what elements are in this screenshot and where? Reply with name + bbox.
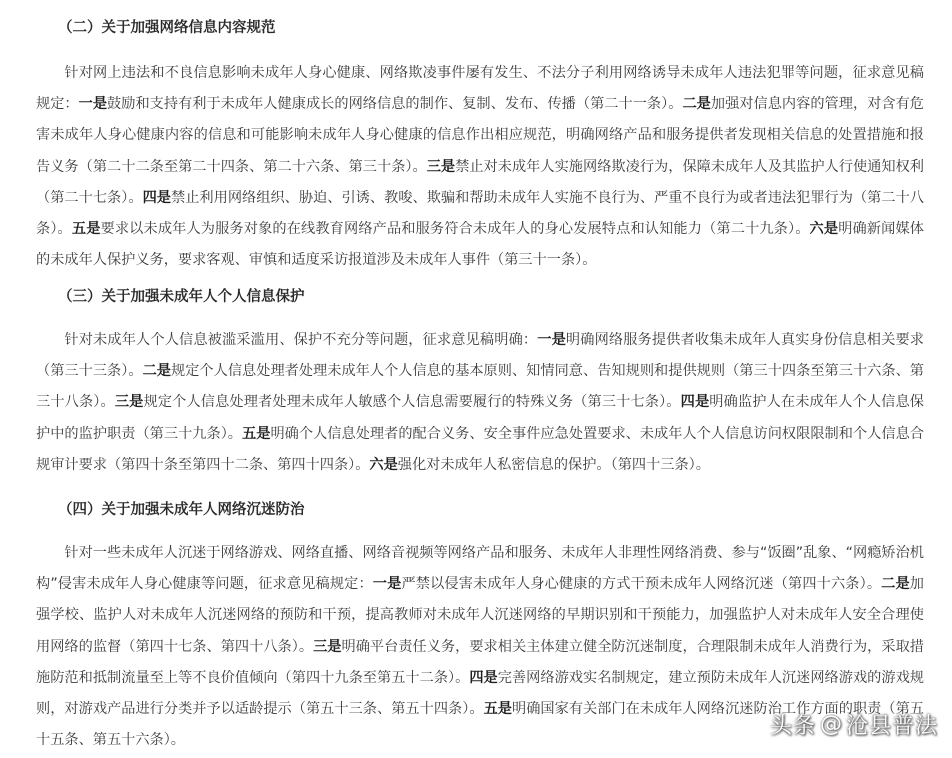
section-heading: （二）关于加强网络信息内容规范 bbox=[58, 20, 276, 36]
item-marker: 五是 bbox=[483, 701, 512, 718]
paragraph-text: 规定个人信息处理者处理未成年人敏感个人信息需要履行的特殊义务（第三十七条）。 bbox=[143, 394, 681, 411]
paragraph-text: 禁止对未成年人实施网络欺凌行为，保障未成年人及其监护人行使通知权利（第二十七条）。 bbox=[36, 158, 924, 206]
watermark-account: 沧县普法 bbox=[845, 713, 938, 739]
item-marker: 六是 bbox=[809, 221, 839, 238]
item-marker: 三是 bbox=[114, 394, 144, 411]
paragraph-text: 规定个人信息处理者处理未成年人个人信息的基本原则、知情同意、告知规则和提供规则（第三十四条至第三十六条、第三十八条）。 bbox=[36, 363, 924, 411]
item-marker: 五是 bbox=[71, 221, 101, 238]
paragraph-text: 加强学校、监护人对未成年人沉迷网络的预防和干预，提高教师对未成年人沉迷网络的早期识别和干预能力，加强监护人对未成年人安全合理使用网络的监督（第四十七条、第四十八条）。 bbox=[36, 576, 924, 655]
paragraph-text: 针对网上违法和不良信息影响未成年人身心健康、网络欺凌事件屡有发生、不法分子利用网络诱导未成年人违法犯罪等问题，征求意见稿规定： bbox=[36, 65, 924, 113]
item-marker: 四是 bbox=[469, 669, 498, 686]
paragraph-text: 完善网络游戏实名制规定，建立预防未成年人沉迷网络游戏的游戏规则，对游戏产品进行分类并予以适龄提示（第五十三条、第五十四条）。 bbox=[36, 669, 924, 718]
paragraph-text: 明确个人信息处理者的配合义务、安全事件应急处置要求、未成年人个人信息访问权限限制和个人信息合规审计要求（第四十条至第四十二条、第四十四条）。 bbox=[36, 425, 924, 473]
item-marker: 二是 bbox=[881, 576, 910, 593]
paragraph-text: 明确网络服务提供者收集未成年人真实身份信息相关要求（第三十三条）。 bbox=[36, 332, 924, 380]
paragraph-text: 针对一些未成年人沉迷于网络游戏、网络直播、网络音视频等网络产品和服务、未成年人非理性网络消费、参与“饭圈”乱象、“网瘾矫治机构”侵害未成年人身心健康等问题，征求意见稿规定： bbox=[36, 545, 924, 593]
item-marker: 四是 bbox=[142, 189, 171, 206]
paragraph-text: 加强对信息内容的管理，对含有危害未成年人身心健康内容的信息和可能影响未成年人身心健康的信息作出相应规范，明确网络产品和服务提供者发现相关信息的处置措施和报告义务（第二十二条至第二十四条、第二十六条、第三十条）。 bbox=[36, 96, 924, 175]
section-heading: （三）关于加强未成年人个人信息保护 bbox=[58, 289, 305, 305]
item-marker: 一是 bbox=[372, 576, 402, 593]
paragraph-text: 明确监护人在未成年人个人信息保护中的监护职责（第三十九条）。 bbox=[36, 394, 924, 442]
item-marker: 二是 bbox=[142, 363, 171, 380]
item-marker: 六是 bbox=[369, 456, 398, 473]
paragraph-text: 明确新闻媒体的未成年人保护义务，要求客观、审慎和适度采访报道涉及未成年人事件（第三十一条）。 bbox=[36, 221, 924, 269]
paragraph-text: 针对未成年人个人信息被滥采滥用、保护不充分等问题，征求意见稿明确： bbox=[64, 332, 538, 348]
item-marker: 一是 bbox=[78, 96, 108, 113]
item-marker: 一是 bbox=[537, 332, 566, 348]
section-paragraph bbox=[36, 325, 924, 481]
section-paragraph bbox=[36, 58, 924, 276]
paragraph-text: 鼓励和支持有利于未成年人健康成长的网络信息的制作、复制、发布、传播（第二十一条）。 bbox=[107, 96, 683, 113]
watermark-at-sign: @ bbox=[819, 711, 842, 737]
toutiao-watermark bbox=[770, 704, 938, 744]
paragraph-text: 禁止利用网络组织、胁迫、引诱、教唆、欺骗和帮助未成年人实施不良行为、严重不良行为或者违法犯罪行为（第二十八条）。 bbox=[36, 189, 924, 238]
paragraph-text: 强化对未成年人私密信息的保护。（第四十三条）。 bbox=[397, 456, 710, 473]
item-marker: 四是 bbox=[680, 394, 710, 411]
paragraph-text: 要求以未成年人为服务对象的在线教育网络产品和服务符合未成年人的身心发展特点和认知能力（第二十九条）。 bbox=[100, 221, 810, 238]
item-marker: 三是 bbox=[313, 638, 342, 655]
section-heading: （四）关于加强未成年人网络沉迷防治 bbox=[58, 502, 305, 518]
paragraph-text: 明确平台责任义务，要求相关主体建立健全防沉迷制度，合理限制未成年人消费行为，采取措施防范和抵制流量至上等不良价值倾向（第四十九条至第五十二条）。 bbox=[36, 638, 924, 686]
item-marker: 二是 bbox=[682, 96, 711, 113]
watermark-source: 头条 bbox=[769, 713, 816, 739]
paragraph-text: 严禁以侵害未成年人身心健康的方式干预未成年人网络沉迷（第四十六条）。 bbox=[401, 576, 882, 593]
paragraph-text: 明确国家有关部门在未成年人网络沉迷防治工作方面的职责（第五十五条、第五十六条）。 bbox=[36, 701, 924, 749]
item-marker: 五是 bbox=[242, 425, 271, 442]
item-marker: 三是 bbox=[426, 158, 456, 175]
